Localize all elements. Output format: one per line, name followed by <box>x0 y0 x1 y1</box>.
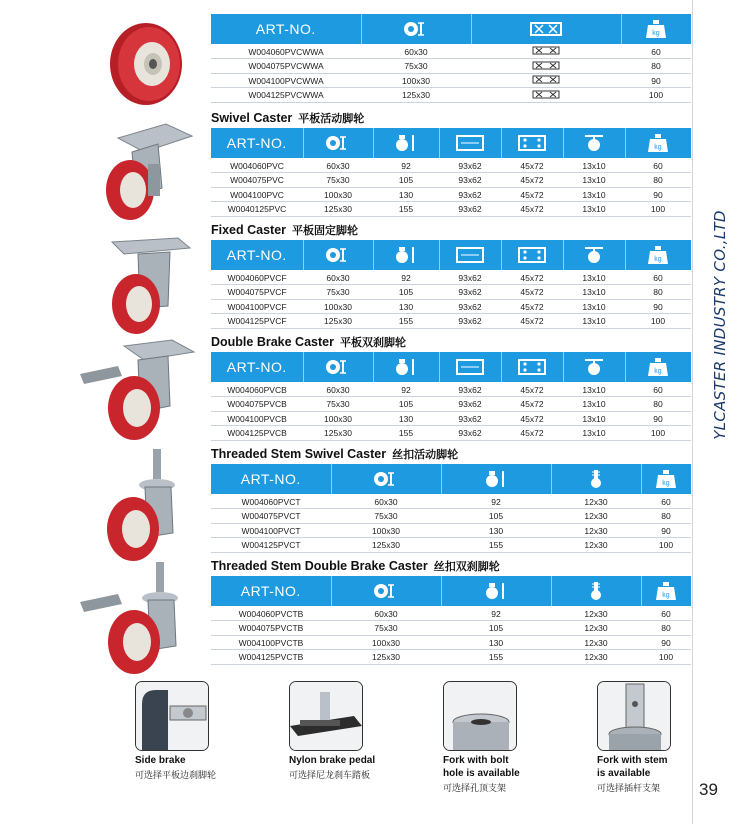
cell-load: 90 <box>625 187 691 202</box>
section-title-cn: 丝扣活动脚轮 <box>392 448 459 461</box>
cell-height: 105 <box>373 397 439 412</box>
cell-wheel: 75x30 <box>303 173 373 188</box>
cell-art: W004075PVCWWA <box>211 59 361 74</box>
svg-text:kg: kg <box>662 480 670 487</box>
cell-load: 100 <box>625 426 691 441</box>
spec-table <box>211 576 691 665</box>
cell-wheel: 100x30 <box>361 73 471 88</box>
height-icon <box>393 358 419 375</box>
cell-offset: 13x10 <box>563 202 625 217</box>
cell-wheel: 60x30 <box>303 158 373 173</box>
cell-height: 105 <box>373 285 439 300</box>
red-wheel-icon <box>100 20 190 106</box>
cell-art: W004060PVCT <box>211 494 331 509</box>
section-title <box>211 220 691 240</box>
cell-offset: 13x10 <box>563 411 625 426</box>
cell-stem: 12x30 <box>551 538 641 553</box>
section-title <box>211 332 691 352</box>
cell-load: 60 <box>625 158 691 173</box>
cell-art: W004060PVCWWA <box>211 44 361 59</box>
plate-size-icon <box>455 246 485 263</box>
cell-wheel: 100x30 <box>303 411 373 426</box>
cell-art: W004075PVCF <box>211 285 303 300</box>
stem-fork-thumbnail <box>597 681 671 751</box>
table-row <box>211 650 691 665</box>
header-height <box>441 576 551 606</box>
section-title-cn: 丝扣双刹脚轮 <box>433 560 500 573</box>
header-load <box>625 240 691 270</box>
cell-load: 60 <box>625 382 691 397</box>
bearing-mark-icon <box>532 90 560 99</box>
header-wheel <box>331 576 441 606</box>
cell-height: 130 <box>373 299 439 314</box>
cell-wheel: 100x30 <box>303 187 373 202</box>
cell-bearing <box>471 73 621 88</box>
cell-plate: 93x62 <box>439 158 501 173</box>
wheel-size-icon <box>373 470 399 487</box>
section-title-cn: 平板固定脚轮 <box>292 224 359 237</box>
cell-wheel: 60x30 <box>303 382 373 397</box>
brake-caster-icon <box>78 336 198 444</box>
cell-load: 90 <box>641 635 691 650</box>
bolt-hole-icon <box>517 246 547 263</box>
bolt-hole-thumbnail <box>443 681 517 751</box>
feature-nylon-pedal <box>289 681 429 781</box>
spec-table <box>211 240 691 329</box>
nylon-pedal-thumbnail <box>289 681 363 751</box>
cell-load: 100 <box>625 314 691 329</box>
header-wheel <box>303 352 373 382</box>
feature-bolt-hole-label-cn: 可选择孔顶支架 <box>443 784 507 794</box>
wheel-size-icon <box>403 20 429 37</box>
cell-art: W004100PVCT <box>211 523 331 538</box>
cell-offset: 13x10 <box>563 270 625 285</box>
section-title-cn: 平板双刹脚轮 <box>339 336 406 349</box>
cell-art: W004060PVCB <box>211 382 303 397</box>
svg-text:kg: kg <box>654 368 662 375</box>
cell-wheel: 60x30 <box>331 494 441 509</box>
bolt-hole-icon <box>517 134 547 151</box>
header-plate <box>439 128 501 158</box>
product-photo-stembrake <box>78 560 198 676</box>
cell-holes: 45x72 <box>501 426 563 441</box>
table-row <box>211 314 691 329</box>
section-title <box>211 108 691 128</box>
cell-height: 92 <box>441 606 551 621</box>
cell-load: 80 <box>641 509 691 524</box>
cell-plate: 93x62 <box>439 314 501 329</box>
bearing-mark-icon <box>532 75 560 84</box>
cell-height: 155 <box>373 314 439 329</box>
table-row <box>211 59 691 74</box>
feature-bolt-hole-label: Fork with bolt hole is available <box>443 755 520 779</box>
product-photo-brake <box>78 336 198 444</box>
cell-holes: 45x72 <box>501 285 563 300</box>
table-row <box>211 635 691 650</box>
cell-stem: 12x30 <box>551 635 641 650</box>
header-offset <box>563 240 625 270</box>
table-row <box>211 426 691 441</box>
cell-art: W004100PVCTB <box>211 635 331 650</box>
cell-wheel: 125x30 <box>331 650 441 665</box>
header-art-no: ART-NO. <box>211 576 331 606</box>
thread-stem-icon <box>586 470 606 487</box>
cell-plate: 93x62 <box>439 173 501 188</box>
cell-height: 130 <box>441 523 551 538</box>
table-row <box>211 158 691 173</box>
header-load <box>621 14 691 44</box>
table-row <box>211 411 691 426</box>
cell-height: 155 <box>441 650 551 665</box>
cell-holes: 45x72 <box>501 158 563 173</box>
cell-wheel: 60x30 <box>361 44 471 59</box>
section-stembrake <box>211 556 691 665</box>
table-row <box>211 621 691 636</box>
header-plate <box>439 352 501 382</box>
cell-art: W004100PVCB <box>211 411 303 426</box>
table-row <box>211 299 691 314</box>
cell-art: W004125PVCWWA <box>211 88 361 103</box>
cell-height: 92 <box>373 158 439 173</box>
cell-plate: 93x62 <box>439 202 501 217</box>
cell-height: 92 <box>373 382 439 397</box>
table-row <box>211 44 691 59</box>
cell-art: W004075PVCT <box>211 509 331 524</box>
cell-height: 130 <box>441 635 551 650</box>
cell-holes: 45x72 <box>501 299 563 314</box>
section-stem <box>211 444 691 553</box>
load-kg-icon <box>647 358 669 375</box>
cell-wheel: 60x30 <box>331 606 441 621</box>
cell-load: 80 <box>625 173 691 188</box>
cell-plate: 93x62 <box>439 397 501 412</box>
cell-holes: 45x72 <box>501 187 563 202</box>
header-art-no: ART-NO. <box>211 240 303 270</box>
cell-load: 80 <box>621 59 691 74</box>
table-row <box>211 270 691 285</box>
wheel-size-icon <box>373 582 399 599</box>
cell-height: 92 <box>373 270 439 285</box>
cell-load: 80 <box>625 397 691 412</box>
cell-wheel: 75x30 <box>331 621 441 636</box>
table-row <box>211 523 691 538</box>
wheel-size-icon <box>325 134 351 151</box>
section-title <box>211 444 691 464</box>
cell-art: W004060PVCF <box>211 270 303 285</box>
cell-wheel: 100x30 <box>331 635 441 650</box>
table-row <box>211 73 691 88</box>
cell-load: 100 <box>641 650 691 665</box>
section-wheel <box>211 14 691 103</box>
svg-text:kg: kg <box>662 592 670 599</box>
cell-bearing <box>471 44 621 59</box>
cell-plate: 93x62 <box>439 411 501 426</box>
spec-table <box>211 464 691 553</box>
table-row <box>211 397 691 412</box>
svg-text:kg: kg <box>654 144 662 151</box>
cell-art: W004125PVCTB <box>211 650 331 665</box>
header-bearing <box>471 14 621 44</box>
offset-icon <box>581 358 607 375</box>
offset-icon <box>581 246 607 263</box>
cell-wheel: 125x30 <box>361 88 471 103</box>
bearing-mark-icon <box>532 46 560 55</box>
cell-art: W004075PVC <box>211 173 303 188</box>
swivel-caster-icon <box>96 118 196 224</box>
feature-nylon-pedal-label-cn: 可选择尼龙刹车踏板 <box>289 771 371 781</box>
cell-holes: 45x72 <box>501 382 563 397</box>
section-swivel <box>211 108 691 217</box>
cell-load: 60 <box>625 270 691 285</box>
height-icon <box>483 470 509 487</box>
cell-height: 155 <box>441 538 551 553</box>
cell-plate: 93x62 <box>439 382 501 397</box>
cell-plate: 93x62 <box>439 299 501 314</box>
cell-holes: 45x72 <box>501 173 563 188</box>
cell-height: 155 <box>373 202 439 217</box>
plate-size-icon <box>455 358 485 375</box>
cell-height: 105 <box>373 173 439 188</box>
load-kg-icon <box>655 470 677 487</box>
cell-art: W004125PVCT <box>211 538 331 553</box>
cell-load: 90 <box>621 73 691 88</box>
cell-load: 80 <box>625 285 691 300</box>
cell-holes: 45x72 <box>501 411 563 426</box>
product-photo-wheel <box>100 20 190 106</box>
header-load <box>625 128 691 158</box>
cell-load: 90 <box>625 299 691 314</box>
stem-fork-icon <box>598 682 671 751</box>
cell-offset: 13x10 <box>563 314 625 329</box>
spec-table <box>211 352 691 441</box>
cell-height: 105 <box>441 621 551 636</box>
height-icon <box>393 246 419 263</box>
section-brake <box>211 332 691 441</box>
cell-wheel: 125x30 <box>303 426 373 441</box>
cell-art: W004100PVCWWA <box>211 73 361 88</box>
header-holes <box>501 128 563 158</box>
load-kg-icon <box>645 20 667 37</box>
header-offset <box>563 352 625 382</box>
cell-wheel: 125x30 <box>303 314 373 329</box>
load-kg-icon <box>655 582 677 599</box>
cell-offset: 13x10 <box>563 382 625 397</box>
bearing-mark-icon <box>532 61 560 70</box>
cell-load: 90 <box>625 411 691 426</box>
section-title-en: Swivel Caster <box>211 111 293 125</box>
cell-wheel: 60x30 <box>303 270 373 285</box>
cell-height: 130 <box>373 187 439 202</box>
feature-side-brake <box>135 681 275 781</box>
cell-wheel: 75x30 <box>361 59 471 74</box>
table-row <box>211 538 691 553</box>
side-brake-icon <box>136 682 209 751</box>
cell-bearing <box>471 88 621 103</box>
cell-wheel: 100x30 <box>331 523 441 538</box>
height-icon <box>483 582 509 599</box>
table-row <box>211 494 691 509</box>
table-row <box>211 606 691 621</box>
page-number: 39 <box>699 780 718 799</box>
cell-plate: 93x62 <box>439 270 501 285</box>
bolt-hole-icon <box>517 358 547 375</box>
section-title <box>211 556 691 576</box>
svg-text:kg: kg <box>652 30 660 37</box>
cell-load: 100 <box>621 88 691 103</box>
load-kg-icon <box>647 134 669 151</box>
feature-side-brake-label: Side brake <box>135 755 186 766</box>
header-stem <box>551 464 641 494</box>
table-row <box>211 382 691 397</box>
bearing-icon <box>529 20 563 37</box>
cell-load: 90 <box>641 523 691 538</box>
cell-art: W004100PVCF <box>211 299 303 314</box>
cell-stem: 12x30 <box>551 523 641 538</box>
table-row <box>211 88 691 103</box>
cell-wheel: 125x30 <box>331 538 441 553</box>
cell-wheel: 75x30 <box>303 397 373 412</box>
cell-offset: 13x10 <box>563 426 625 441</box>
section-title-en: Double Brake Caster <box>211 335 334 349</box>
cell-plate: 93x62 <box>439 285 501 300</box>
cell-stem: 12x30 <box>551 509 641 524</box>
cell-load: 60 <box>621 44 691 59</box>
header-wheel <box>303 240 373 270</box>
cell-load: 100 <box>625 202 691 217</box>
section-title-en: Threaded Stem Swivel Caster <box>211 447 387 461</box>
product-photo-fixed <box>98 234 193 336</box>
cell-plate: 93x62 <box>439 187 501 202</box>
header-art-no: ART-NO. <box>211 14 361 44</box>
brand-name: YLCASTER INDUSTRY CO.,LTD <box>711 210 729 440</box>
cell-holes: 45x72 <box>501 314 563 329</box>
load-kg-icon <box>647 246 669 263</box>
cell-art: W004060PVCTB <box>211 606 331 621</box>
cell-load: 60 <box>641 606 691 621</box>
table-row <box>211 285 691 300</box>
header-wheel <box>303 128 373 158</box>
cell-wheel: 75x30 <box>331 509 441 524</box>
section-title-en: Threaded Stem Double Brake Caster <box>211 559 428 573</box>
header-load <box>641 464 691 494</box>
spec-table <box>211 128 691 217</box>
spec-table <box>211 14 691 103</box>
header-art-no: ART-NO. <box>211 352 303 382</box>
cell-height: 155 <box>373 426 439 441</box>
feature-stem-fork-label-cn: 可选择插杆支架 <box>597 784 661 794</box>
cell-holes: 45x72 <box>501 270 563 285</box>
cell-art: W0040125PVC <box>211 202 303 217</box>
header-stem <box>551 576 641 606</box>
header-plate <box>439 240 501 270</box>
cell-art: W004100PVC <box>211 187 303 202</box>
header-height <box>373 240 439 270</box>
header-wheel <box>361 14 471 44</box>
thread-stem-icon <box>586 582 606 599</box>
offset-icon <box>581 134 607 151</box>
section-title-en: Fixed Caster <box>211 223 287 237</box>
feature-stem-fork-label: Fork with stem is available <box>597 755 668 779</box>
cell-load: 100 <box>641 538 691 553</box>
header-art-no: ART-NO. <box>211 128 303 158</box>
header-holes <box>501 240 563 270</box>
cell-stem: 12x30 <box>551 606 641 621</box>
stem-caster-icon <box>95 447 195 563</box>
stem-brake-caster-icon <box>78 560 198 676</box>
cell-stem: 12x30 <box>551 650 641 665</box>
bolt-hole-icon <box>444 682 517 751</box>
cell-height: 105 <box>441 509 551 524</box>
cell-bearing <box>471 59 621 74</box>
plate-size-icon <box>455 134 485 151</box>
cell-wheel: 75x30 <box>303 285 373 300</box>
cell-art: W004125PVCF <box>211 314 303 329</box>
cell-holes: 45x72 <box>501 397 563 412</box>
header-height <box>441 464 551 494</box>
header-offset <box>563 128 625 158</box>
header-wheel <box>331 464 441 494</box>
cell-offset: 13x10 <box>563 173 625 188</box>
product-photo-stem <box>95 447 195 563</box>
cell-art: W004125PVCB <box>211 426 303 441</box>
svg-text:kg: kg <box>654 256 662 263</box>
header-load <box>641 576 691 606</box>
nylon-pedal-icon <box>290 682 363 751</box>
cell-art: W004060PVC <box>211 158 303 173</box>
side-brake-thumbnail <box>135 681 209 751</box>
cell-offset: 13x10 <box>563 299 625 314</box>
wheel-size-icon <box>325 246 351 263</box>
cell-load: 80 <box>641 621 691 636</box>
cell-stem: 12x30 <box>551 494 641 509</box>
cell-offset: 13x10 <box>563 187 625 202</box>
table-row <box>211 187 691 202</box>
fixed-caster-icon <box>98 234 193 336</box>
header-holes <box>501 352 563 382</box>
cell-offset: 13x10 <box>563 158 625 173</box>
cell-stem: 12x30 <box>551 621 641 636</box>
product-photo-swivel <box>96 118 196 224</box>
header-load <box>625 352 691 382</box>
header-art-no: ART-NO. <box>211 464 331 494</box>
table-row <box>211 202 691 217</box>
cell-offset: 13x10 <box>563 285 625 300</box>
cell-wheel: 125x30 <box>303 202 373 217</box>
header-height <box>373 128 439 158</box>
cell-holes: 45x72 <box>501 202 563 217</box>
side-brand-strip <box>692 0 750 824</box>
feature-bolt-hole <box>443 681 583 794</box>
feature-nylon-pedal-label: Nylon brake pedal <box>289 755 376 766</box>
cell-art: W004075PVCB <box>211 397 303 412</box>
cell-art: W004075PVCTB <box>211 621 331 636</box>
wheel-size-icon <box>325 358 351 375</box>
section-title-cn: 平板活动脚轮 <box>298 112 365 125</box>
height-icon <box>393 134 419 151</box>
table-row <box>211 509 691 524</box>
cell-wheel: 100x30 <box>303 299 373 314</box>
table-row <box>211 173 691 188</box>
header-height <box>373 352 439 382</box>
feature-side-brake-label-cn: 可选择平板边刹脚轮 <box>135 771 217 781</box>
cell-load: 60 <box>641 494 691 509</box>
cell-height: 130 <box>373 411 439 426</box>
cell-height: 92 <box>441 494 551 509</box>
cell-offset: 13x10 <box>563 397 625 412</box>
section-fixed <box>211 220 691 329</box>
cell-plate: 93x62 <box>439 426 501 441</box>
